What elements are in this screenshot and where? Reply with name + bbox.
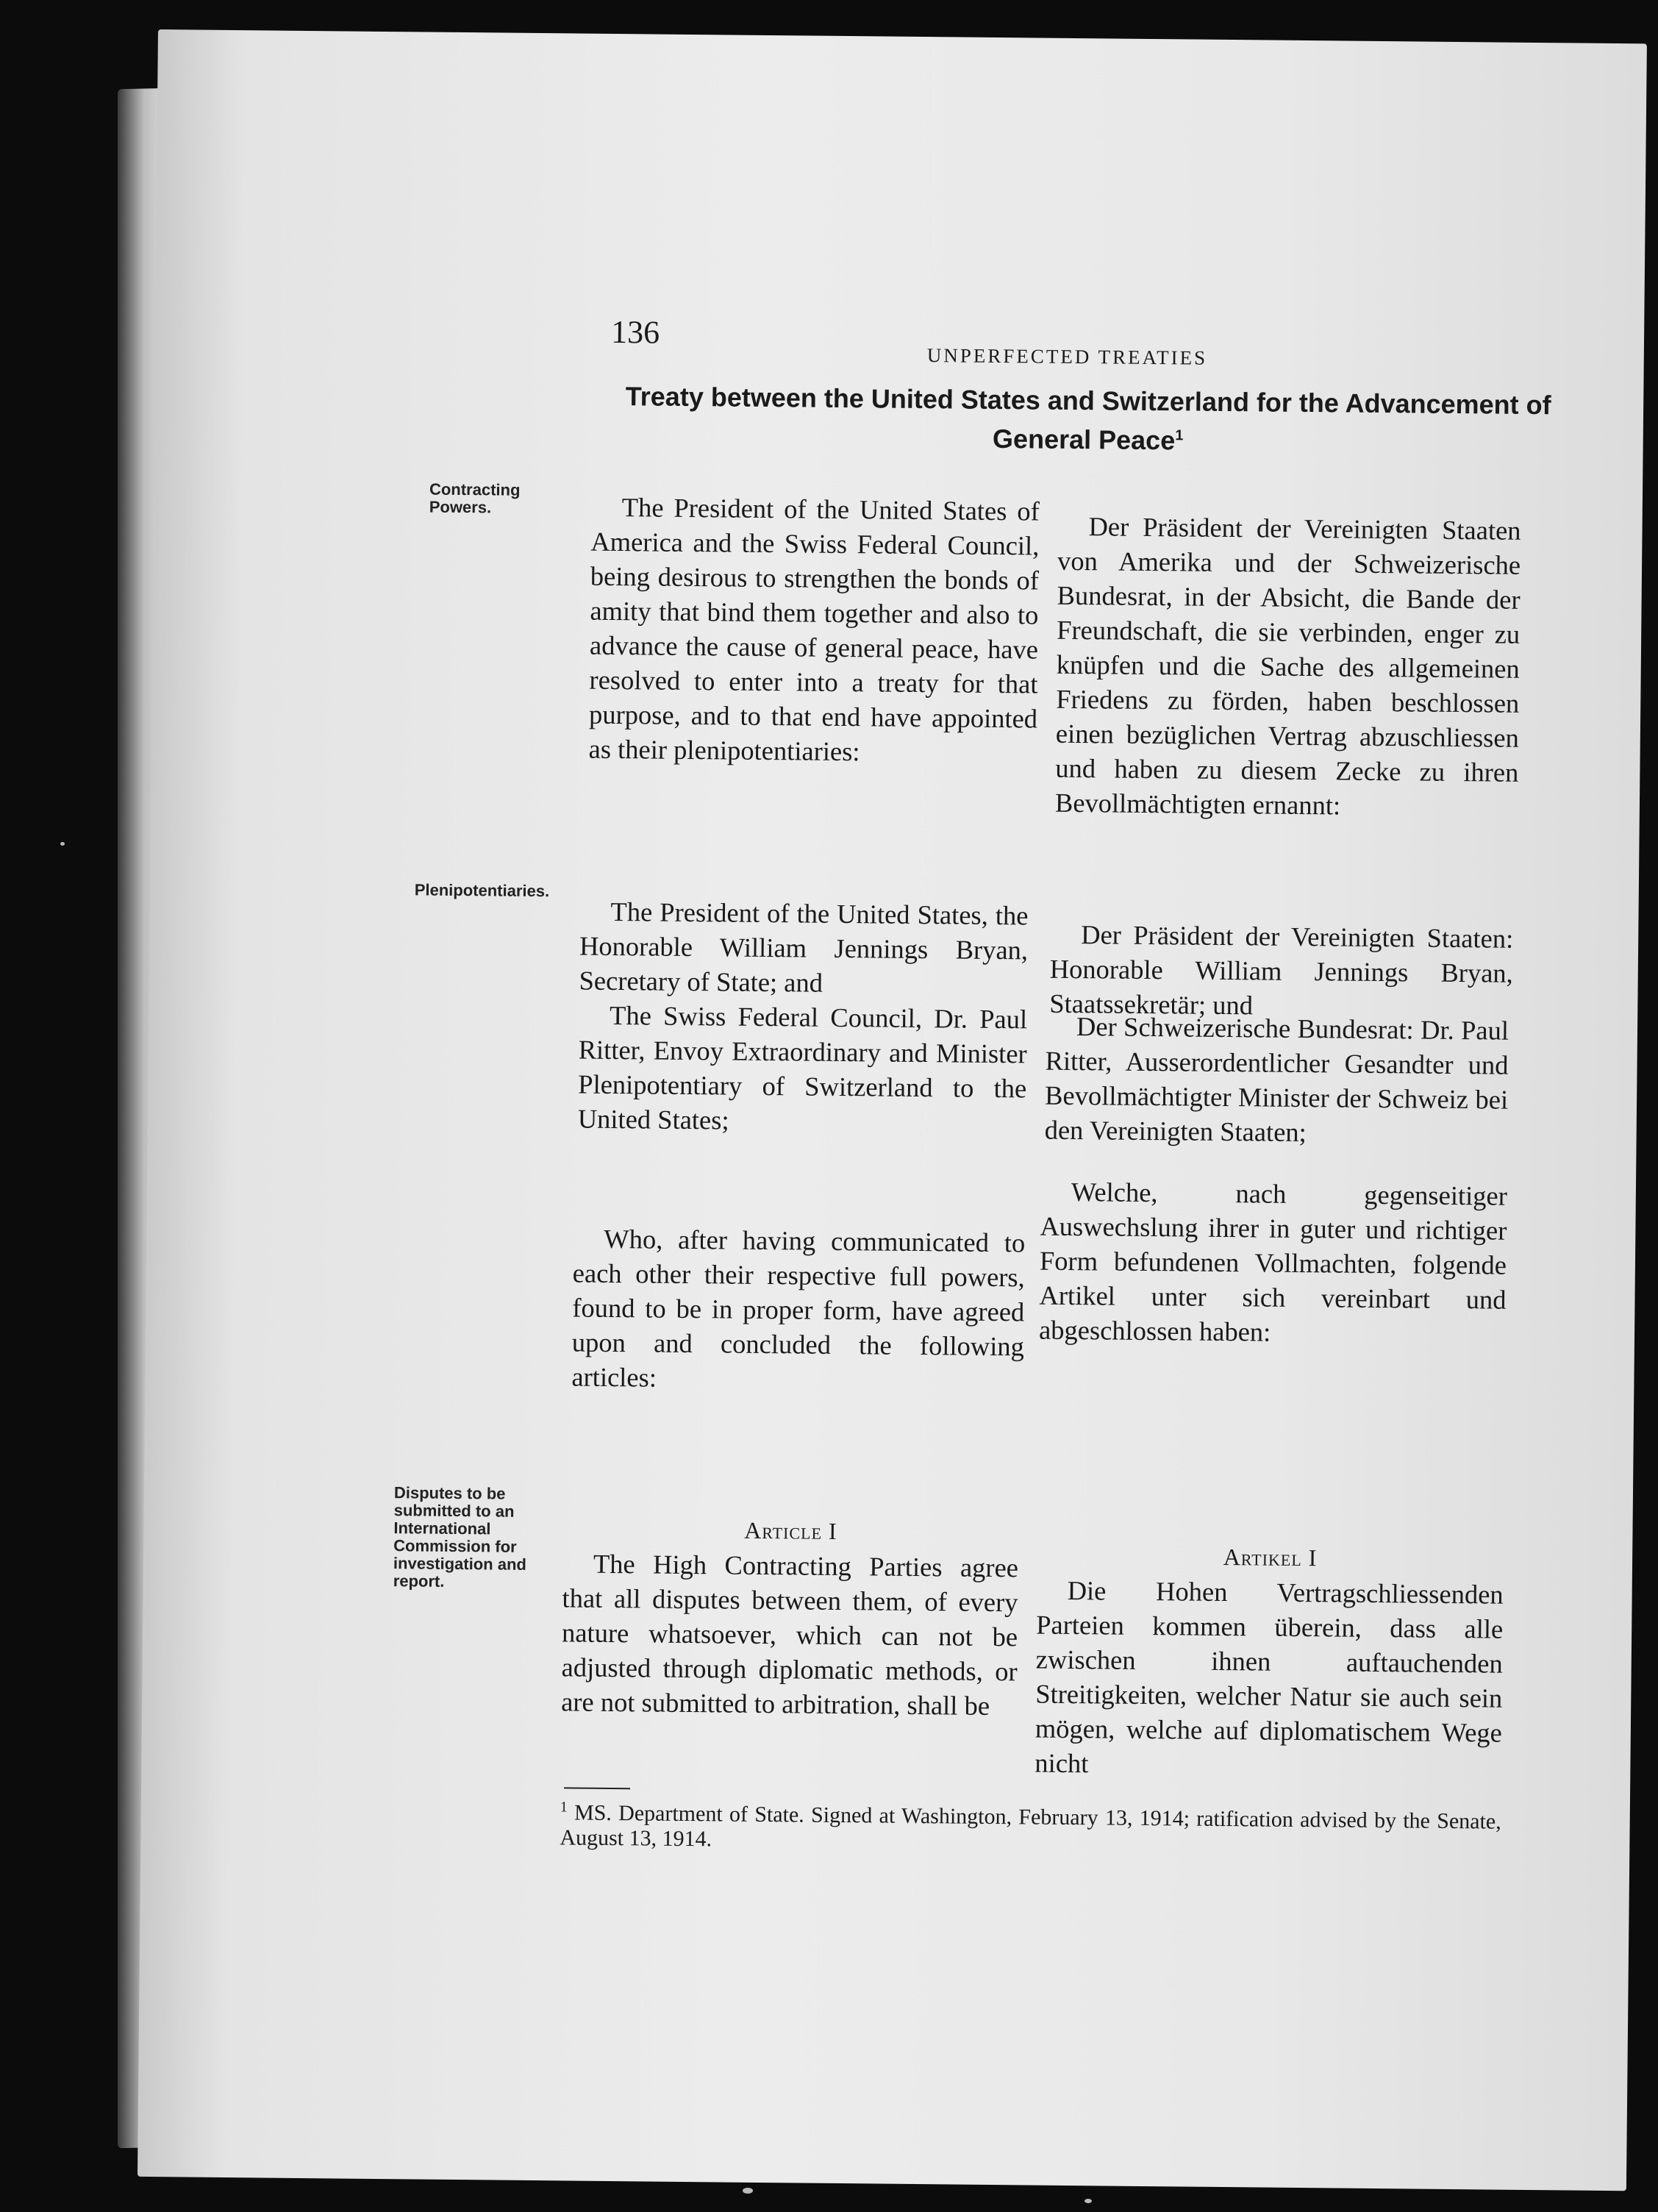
german-preamble xyxy=(1055,509,1521,824)
margin-note-disputes: Disputes to be submitted to an International Commission for investigation and report. xyxy=(393,1483,527,1591)
german-who-after-text: Welche, nach gegenseitiger Auswechslung ihrer in guter und richtiger Form befundenen Vollmachten, folgende Artikel unter sich vereinbart und abgeschlossen haben: xyxy=(1038,1176,1508,1347)
title-text: Treaty between the United States and Switzerland for the Advancement of General Peace xyxy=(625,381,1551,456)
german-swiss-plenipotentiary-block xyxy=(1044,1009,1509,1152)
english-preamble xyxy=(588,490,1040,771)
footnote-text: MS. Department of State. Signed at Washington, February 13, 1914; ratification advised by the Senate, August 13, 1914. xyxy=(560,1800,1501,1852)
footnote-mark: 1 xyxy=(560,1799,568,1816)
running-head: UNPERFECTED TREATIES xyxy=(926,344,1208,369)
german-swiss-plenipotentiary: Der Schweizerische Bundesrat: Dr. Paul Ritter, Ausserordentlicher Gesandter und Bevollmächtigter Minister der Schweiz bei den Vereinigten Staaten; xyxy=(1044,1011,1509,1148)
german-preamble-text: Der Präsident der Vereinigten Staaten von Amerika und der Schweizerische Bundesrat, in der Absicht, die Bande der Freundschaft, die sie verbinden, enger zu knüpfen und die Sache des allgemeinen Friedens zu förden, haben beschlossen einen bezüglichen Vertrag abzuschliessen und haben zu diesem Zecke zu ihren Bevollmächtigten ernannt: xyxy=(1054,511,1521,821)
book-page xyxy=(137,29,1647,2191)
margin-note-plenipotentiaries: Plenipotentiaries. xyxy=(414,880,550,901)
german-us-plenipotentiary: Der Präsident der Vereinigten Staaten: Honorable William Jennings Bryan, Staatssekretär; und xyxy=(1049,919,1514,1021)
english-article-text: The High Contracting Parties agree that all disputes between them, of every nature whatsoever, which can not be adjusted through diplomatic methods, or are not submitted to arbitration, shall be xyxy=(561,1548,1019,1721)
english-who-after-text: Who, after having communicated to each other their respective full powers, found to be in proper form, have agreed upon and concluded the following articles: xyxy=(571,1223,1026,1393)
english-plenipotentiaries xyxy=(578,894,1029,1141)
german-article-1 xyxy=(1035,1538,1504,1785)
english-article-heading: Article I xyxy=(744,1516,837,1544)
german-who-after xyxy=(1039,1174,1507,1352)
english-preamble-text: The President of the United States of America and the Swiss Federal Council, being desirous to strengthen the bonds of amity that bind them together and also to advance the cause of general peace, have resolved to enter into a treaty for that purpose, and to that end have appointed as their plenipotentiaries: xyxy=(588,492,1040,767)
margin-note-contracting: Contracting Powers. xyxy=(429,479,521,517)
scan-speck xyxy=(60,842,65,846)
english-swiss-plenipotentiary: The Swiss Federal Council, Dr. Paul Ritter, Envoy Extraordinary and Minister Plenipotentiary of Switzerland to the United States; xyxy=(577,999,1028,1135)
footnote xyxy=(560,1794,1501,1859)
english-article-1 xyxy=(561,1511,1019,1723)
english-us-plenipotentiary: The President of the United States, the Honorable William Jennings Bryan, Secretary of State; and xyxy=(579,896,1029,998)
german-article-heading: Artikel I xyxy=(1223,1544,1318,1571)
english-who-after xyxy=(571,1221,1025,1398)
page-title xyxy=(603,379,1574,462)
page-number: 136 xyxy=(610,313,660,351)
scan-speck xyxy=(743,2188,753,2194)
scan-speck xyxy=(1085,2199,1092,2203)
german-article-text: Die Hohen Vertragschliessenden Parteien kommen überein, dass alle zwischen ihnen auftauchenden Streitigkeiten, welcher Natur sie auch sein mögen, welche auf diplomatischem Wege nicht xyxy=(1035,1574,1504,1779)
footnote-divider xyxy=(564,1787,630,1789)
title-footnote-mark: 1 xyxy=(1175,427,1184,444)
